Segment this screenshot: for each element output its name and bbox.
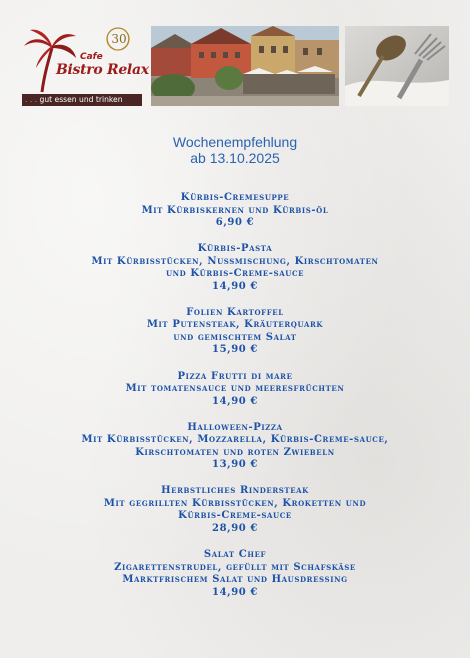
dish-description: Kirschtomaten und roten Zwiebeln	[135, 446, 335, 458]
dish-description: und gemischtem Salat	[173, 331, 297, 343]
anniversary-badge: 30	[111, 32, 127, 46]
dish-price: 28,90 €	[212, 522, 258, 534]
menu-item	[0, 549, 470, 599]
dish-description: Kürbis-Creme-sauce	[178, 510, 292, 522]
header	[0, 26, 470, 108]
menu-item	[0, 243, 470, 293]
menu-item	[0, 485, 470, 535]
dish-name: Salat Chef	[203, 549, 267, 561]
dish-name: Folien Kartoffel	[186, 306, 284, 318]
bistro-logo	[22, 26, 149, 108]
dish-description: Mit gegrillten Kürbisstücken, Kroketten und	[103, 497, 367, 509]
dish-name: Kürbis-Pasta	[197, 243, 273, 255]
dish-description: Marktfrischem Salat und Hausdressing	[122, 574, 348, 586]
menu-item	[0, 192, 470, 230]
menu-item	[0, 422, 470, 472]
town-square-photo	[151, 26, 339, 106]
menu-list	[0, 192, 470, 613]
dish-description: Mit Kürbiskernen und Kürbis-öl	[141, 204, 329, 216]
dish-price: 14,90 €	[212, 586, 258, 598]
dish-price: 6,90 €	[215, 217, 255, 228]
dish-price: 14,90 €	[212, 395, 258, 407]
dish-name: Herbstliches Rindersteak	[161, 485, 309, 497]
dish-description: Mit Kürbisstücken, Nussmischung, Kirschtomaten	[91, 255, 379, 267]
logo-slogan	[22, 94, 142, 106]
dish-price: 15,90 €	[212, 344, 258, 356]
menu-item	[0, 371, 470, 409]
dish-name: Kürbis-Cremesuppe	[180, 192, 290, 203]
dish-name: Halloween-Pizza	[187, 421, 283, 433]
title-line-1: Wochenempfehlung	[172, 134, 298, 150]
dish-price: 13,90 €	[212, 459, 258, 471]
menu-item	[0, 307, 470, 357]
logo-name-text: Bistro Relax	[56, 62, 149, 78]
dish-description: Mit tomatensauce und meeresfrüchten	[125, 383, 345, 395]
logo-cafe-text: Cafe	[80, 52, 103, 62]
dish-price: 14,90 €	[212, 280, 258, 292]
cutlery-photo	[345, 26, 449, 106]
page-title	[0, 134, 470, 166]
dish-description: Mit Putensteak, Kräuterquark	[146, 319, 324, 331]
title-line-2: ab 13.10.2025	[190, 150, 280, 166]
dish-description: und Kürbis-Creme-sauce	[165, 268, 305, 280]
dish-description: Zigarettenstrudel, gefüllt mit Schafskäse	[114, 561, 356, 573]
slogan-dots: . . .	[25, 95, 38, 104]
dish-description: Mit Kürbisstücken, Mozzarella, Kürbis-Creme-sauce,	[81, 434, 389, 446]
dish-name: Pizza Frutti di mare	[177, 370, 293, 382]
slogan-text: gut essen und trinken	[39, 95, 123, 104]
